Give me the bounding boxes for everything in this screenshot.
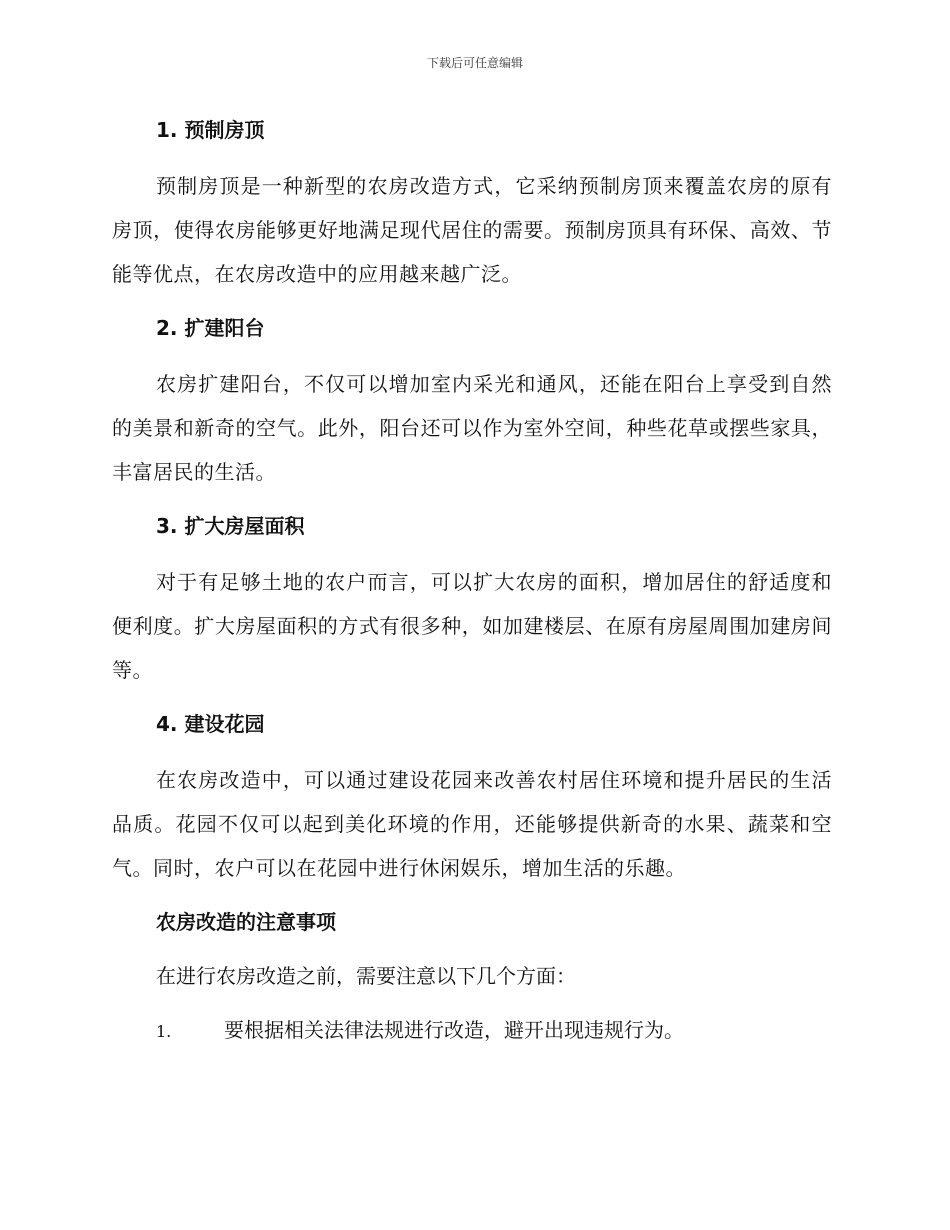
section-paragraph: 农房扩建阳台，不仅可以增加室内采光和通风，还能在阳台上享受到自然的美景和新奇的空气。此外，阳台还可以作为室外空间，种些花草或摆些家具，丰富居民的生活。 — [112, 372, 832, 484]
list-number: 1. — [156, 1022, 172, 1041]
page-header: 下载后可任意编辑 — [426, 56, 523, 70]
section-notes — [112, 902, 832, 1054]
section-heading: 4. 建设花园 — [156, 712, 265, 736]
section-paragraph: 在农房改造中，可以通过建设花园来改善农村居住环境和提升居民的生活品质。花园不仅可以起到美化环境的作用，还能够提供新奇的水果、蔬菜和空气。同时，农户可以在花园中进行休闲娱乐，增加生活的乐趣。 — [112, 768, 832, 880]
section-prefab-roof — [112, 110, 832, 296]
document-body — [112, 110, 832, 1054]
section-paragraph: 对于有足够土地的农户而言，可以扩大农房的面积，增加居住的舒适度和便利度。扩大房屋面积的方式有很多种，如加建楼层、在原有房屋周围加建房间等。 — [112, 570, 832, 682]
section-garden — [112, 704, 832, 890]
section-heading: 3. 扩大房屋面积 — [156, 514, 305, 538]
section-heading: 农房改造的注意事项 — [156, 910, 336, 934]
section-heading: 1. 预制房顶 — [156, 118, 265, 142]
list-text: 要根据相关法律法规进行改造，避开出现违规行为。 — [224, 1018, 684, 1042]
section-expand-area — [112, 506, 832, 692]
section-balcony — [112, 308, 832, 494]
list-item — [112, 1008, 832, 1054]
notes-intro: 在进行农房改造之前，需要注意以下几个方面： — [156, 964, 576, 988]
section-paragraph: 预制房顶是一种新型的农房改造方式，它采纳预制房顶来覆盖农房的原有房顶，使得农房能够更好地满足现代居住的需要。预制房顶具有环保、高效、节能等优点，在农房改造中的应用越来越广泛。 — [112, 174, 832, 286]
section-heading: 2. 扩建阳台 — [156, 316, 265, 340]
